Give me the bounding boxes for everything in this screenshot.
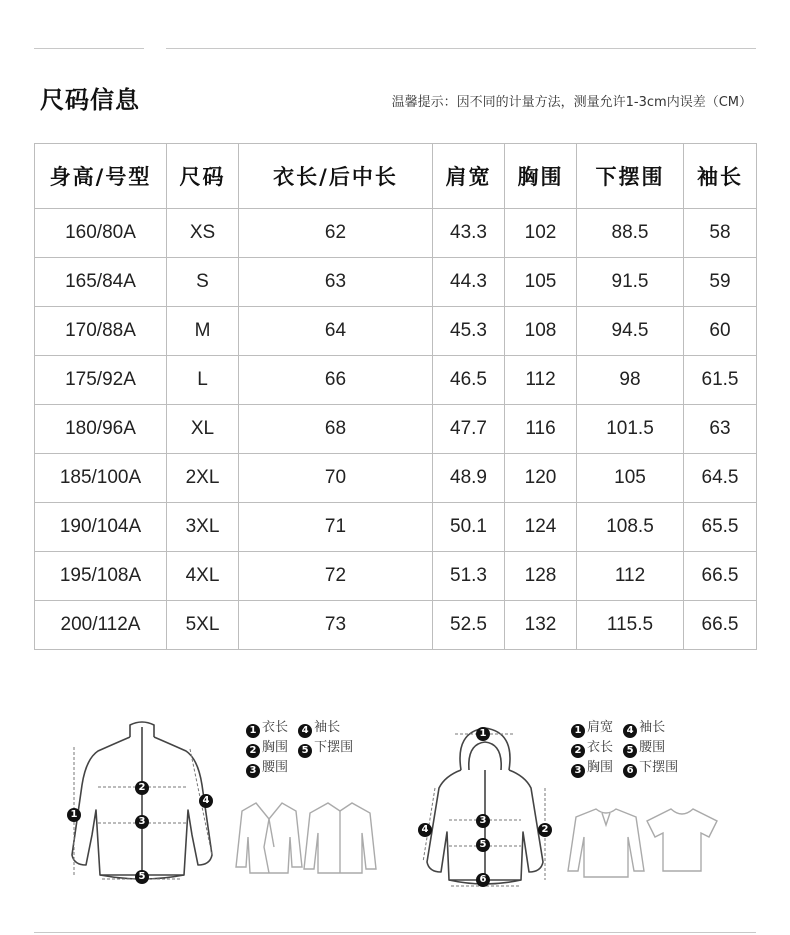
legend-item: 1 衣长 — [246, 718, 288, 738]
cell-chest: 128 — [505, 552, 577, 601]
cell-size: S — [167, 258, 239, 307]
shirt-icon — [300, 797, 380, 877]
cell-hem: 91.5 — [577, 258, 684, 307]
cell-sleeve: 58 — [684, 209, 757, 258]
cell-chest: 132 — [505, 601, 577, 650]
table-row — [35, 209, 757, 258]
table-row — [35, 552, 757, 601]
legend-hoodie — [571, 718, 684, 778]
table-header-row — [35, 144, 757, 209]
table-row — [35, 307, 757, 356]
cell-length: 72 — [239, 552, 433, 601]
cell-height: 180/96A — [35, 405, 167, 454]
table-row — [35, 258, 757, 307]
jacket-marker-5: 5 — [135, 870, 149, 884]
col-header-height: 身高/号型 — [35, 144, 167, 209]
cell-length: 73 — [239, 601, 433, 650]
bottom-rule — [34, 932, 756, 933]
hoodie-marker-2: 2 — [538, 823, 552, 837]
suit-jacket-icon — [234, 797, 304, 877]
legend-item: 4 袖长 — [298, 718, 340, 738]
col-header-shoulder: 肩宽 — [433, 144, 505, 209]
jacket-marker-4: 4 — [199, 794, 213, 808]
cell-shoulder: 48.9 — [433, 454, 505, 503]
col-header-sleeve: 袖长 — [684, 144, 757, 209]
cell-hem: 88.5 — [577, 209, 684, 258]
cell-height: 175/92A — [35, 356, 167, 405]
cell-chest: 108 — [505, 307, 577, 356]
cell-size: 5XL — [167, 601, 239, 650]
cell-shoulder: 51.3 — [433, 552, 505, 601]
cell-hem: 108.5 — [577, 503, 684, 552]
sweater-icon — [566, 805, 646, 880]
legend-item: 3 腰围 — [246, 758, 288, 778]
legend-item: 4 袖长 — [623, 718, 665, 738]
table-row — [35, 356, 757, 405]
hoodie-marker-5: 5 — [476, 838, 490, 852]
legend-jacket — [246, 718, 359, 778]
cell-size: XL — [167, 405, 239, 454]
cell-size: 4XL — [167, 552, 239, 601]
size-table — [34, 143, 757, 650]
cell-height: 160/80A — [35, 209, 167, 258]
cell-sleeve: 66.5 — [684, 601, 757, 650]
cell-hem: 94.5 — [577, 307, 684, 356]
legend-item: 6 下摆围 — [623, 758, 678, 778]
cell-chest: 116 — [505, 405, 577, 454]
hoodie-marker-1: 1 — [476, 727, 490, 741]
cell-length: 70 — [239, 454, 433, 503]
jacket-marker-3: 3 — [135, 815, 149, 829]
jacket-marker-2: 2 — [135, 781, 149, 795]
cell-hem: 115.5 — [577, 601, 684, 650]
tshirt-icon — [645, 805, 720, 875]
cell-size: M — [167, 307, 239, 356]
cell-length: 68 — [239, 405, 433, 454]
measurement-tip: 温馨提示：因不同的计量方法，测量允许1-3cm内误差（CM） — [391, 95, 752, 110]
cell-sleeve: 63 — [684, 405, 757, 454]
cell-shoulder: 52.5 — [433, 601, 505, 650]
table-row — [35, 405, 757, 454]
cell-length: 62 — [239, 209, 433, 258]
cell-hem: 105 — [577, 454, 684, 503]
legend-item: 2 衣长 — [571, 738, 613, 758]
hoodie-diagram — [405, 722, 565, 892]
hoodie-marker-4: 4 — [418, 823, 432, 837]
cell-size: 3XL — [167, 503, 239, 552]
cell-height: 165/84A — [35, 258, 167, 307]
cell-chest: 112 — [505, 356, 577, 405]
cell-hem: 112 — [577, 552, 684, 601]
table-row — [35, 454, 757, 503]
legend-item: 3 胸围 — [571, 758, 613, 778]
top-rule-left — [34, 48, 144, 49]
table-row — [35, 601, 757, 650]
cell-length: 66 — [239, 356, 433, 405]
cell-height: 200/112A — [35, 601, 167, 650]
cell-length: 63 — [239, 258, 433, 307]
cell-shoulder: 46.5 — [433, 356, 505, 405]
cell-sleeve: 60 — [684, 307, 757, 356]
cell-height: 185/100A — [35, 454, 167, 503]
cell-sleeve: 61.5 — [684, 356, 757, 405]
table-row — [35, 503, 757, 552]
legend-item: 5 腰围 — [623, 738, 665, 758]
cell-height: 170/88A — [35, 307, 167, 356]
legend-item: 5 下摆围 — [298, 738, 353, 758]
cell-size: XS — [167, 209, 239, 258]
cell-shoulder: 45.3 — [433, 307, 505, 356]
cell-shoulder: 43.3 — [433, 209, 505, 258]
cell-sleeve: 66.5 — [684, 552, 757, 601]
page-title: 尺码信息 — [40, 86, 140, 114]
cell-size: 2XL — [167, 454, 239, 503]
cell-size: L — [167, 356, 239, 405]
legend-item: 1 肩宽 — [571, 718, 613, 738]
col-header-size: 尺码 — [167, 144, 239, 209]
cell-hem: 98 — [577, 356, 684, 405]
cell-chest: 124 — [505, 503, 577, 552]
col-header-hem: 下摆围 — [577, 144, 684, 209]
cell-hem: 101.5 — [577, 405, 684, 454]
cell-length: 71 — [239, 503, 433, 552]
cell-sleeve: 59 — [684, 258, 757, 307]
cell-shoulder: 47.7 — [433, 405, 505, 454]
cell-height: 195/108A — [35, 552, 167, 601]
col-header-chest: 胸围 — [505, 144, 577, 209]
cell-chest: 102 — [505, 209, 577, 258]
cell-chest: 105 — [505, 258, 577, 307]
cell-sleeve: 65.5 — [684, 503, 757, 552]
legend-item: 2 胸围 — [246, 738, 288, 758]
cell-height: 190/104A — [35, 503, 167, 552]
cell-shoulder: 50.1 — [433, 503, 505, 552]
cell-sleeve: 64.5 — [684, 454, 757, 503]
top-rule-right — [166, 48, 756, 49]
hoodie-marker-3: 3 — [476, 814, 490, 828]
hoodie-marker-6: 6 — [476, 873, 490, 887]
cell-length: 64 — [239, 307, 433, 356]
jacket-marker-1: 1 — [67, 808, 81, 822]
cell-shoulder: 44.3 — [433, 258, 505, 307]
col-header-length: 衣长/后中长 — [239, 144, 433, 209]
cell-chest: 120 — [505, 454, 577, 503]
